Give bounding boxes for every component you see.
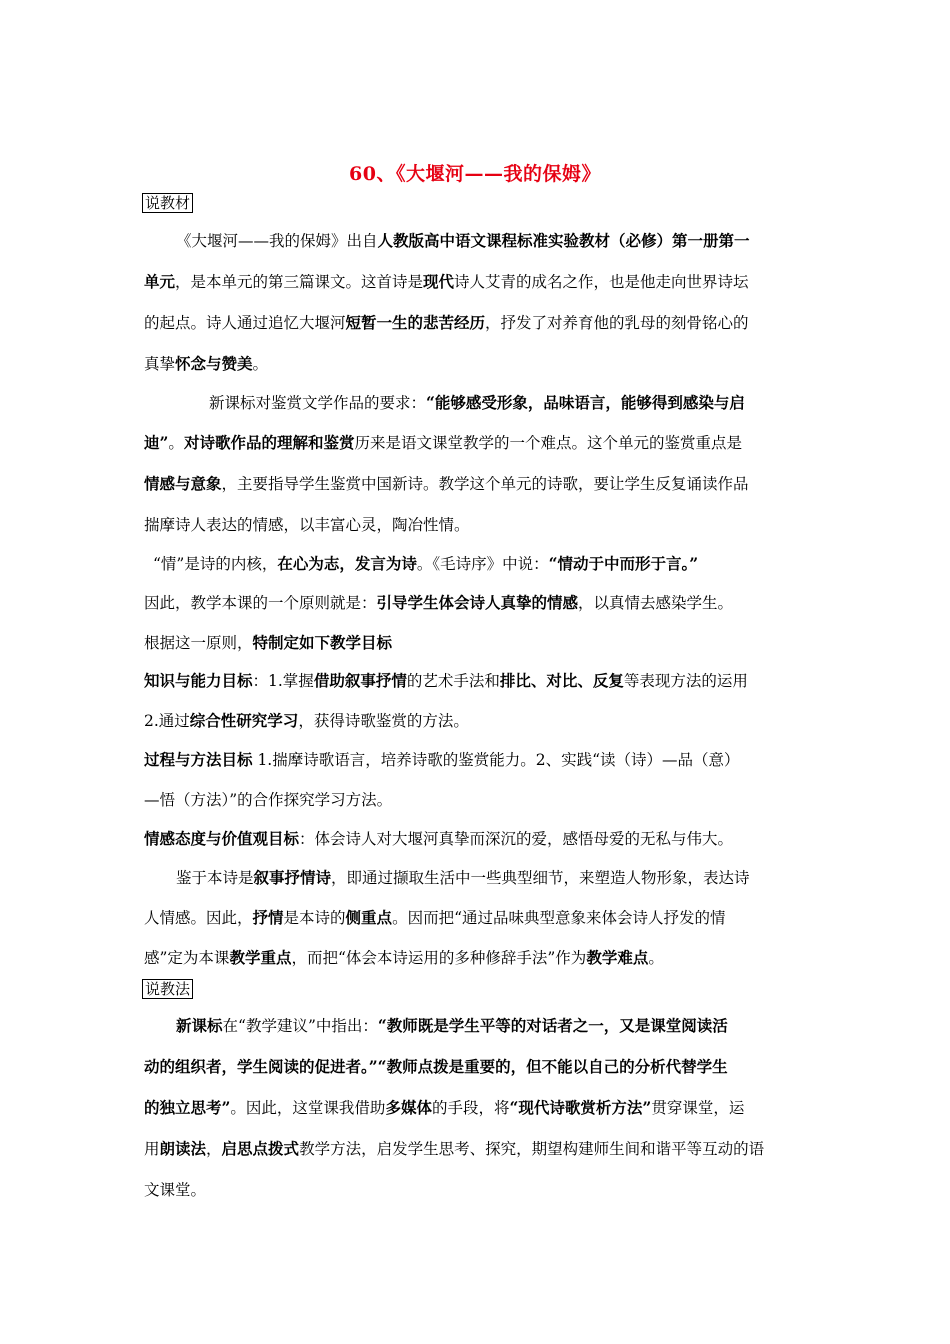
text-line: 新课标在“教学建议”中指出：“教师既是学生平等的对话者之一，又是课堂阅读活 — [176, 1016, 728, 1035]
document-title: 60、《大堰河——我的保姆》 — [349, 163, 601, 185]
text-line: 揣摩诗人表达的情感，以丰富心灵，陶冶性情。 — [144, 516, 470, 534]
text-line: 新课标对鉴赏文学作品的要求：“能够感受形象，品味语言，能够得到感染与启 — [209, 393, 745, 412]
text-line: 文课堂。 — [144, 1181, 207, 1199]
text-line: 过程与方法目标 1.揣摩诗歌语言，培养诗歌的鉴赏能力。2、实践“读（诗）—品（意） — [144, 750, 740, 769]
text-line: 真挚怀念与赞美。 — [144, 354, 269, 373]
text-line: 迪”。对诗歌作品的理解和鉴赏历来是语文课堂教学的一个难点。这个单元的鉴赏重点是 — [144, 433, 742, 452]
text-line: 《大堰河——我的保姆》出自人教版高中语文课程标准实验教材（必修）第一册第一 — [176, 231, 750, 250]
text-line: 鉴于本诗是叙事抒情诗，即通过撷取生活中一些典型细节，来塑造人物形象，表达诗 — [176, 868, 750, 887]
text-line: “情”是诗的内核，在心为志，发言为诗。《毛诗序》中说：“情动于中而形于言。” — [153, 554, 699, 573]
text-line: 情感与意象，主要指导学生鉴赏中国新诗。教学这个单元的诗歌，要让学生反复诵读作品 — [144, 474, 749, 493]
text-line: 知识与能力目标：1.掌握借助叙事抒情的艺术手法和排比、对比、反复等表现方法的运用 — [144, 671, 748, 690]
text-line: 单元，是本单元的第三篇课文。这首诗是现代诗人艾青的成名之作，也是他走向世界诗坛 — [144, 272, 749, 291]
text-line: 的独立思考”。因此，这堂课我借助多媒体的手段，将“现代诗歌赏析方法”贯穿课堂，运 — [144, 1098, 745, 1117]
text-line: 动的组织者，学生阅读的促进者。”“教师点拨是重要的，但不能以自己的分析代替学生 — [144, 1057, 728, 1076]
text-line: 根据这一原则，特制定如下教学目标 — [144, 633, 393, 652]
text-line: 情感态度与价值观目标：体会诗人对大堰河真挚而深沉的爱，感悟母爱的无私与伟大。 — [144, 829, 734, 848]
text-line: 因此，教学本课的一个原则就是：引导学生体会诗人真挚的情感，以真情去感染学生。 — [144, 593, 734, 612]
text-line: 用朗读法，启思点拨式教学方法，启发学生思考、探究，期望构建师生间和谐平等互动的语 — [144, 1139, 765, 1158]
section-label-method: 说教法 — [142, 979, 193, 999]
section-label-textbook: 说教材 — [142, 193, 193, 213]
text-line: 的起点。诗人通过追忆大堰河短暂一生的悲苦经历，抒发了对养育他的乳母的刻骨铭心的 — [144, 313, 749, 332]
text-line: 感”定为本课教学重点，而把“体会本诗运用的多种修辞手法”作为教学难点。 — [144, 948, 664, 967]
text-line: —悟（方法）”的合作探究学习方法。 — [144, 791, 393, 809]
text-line: 人情感。因此，抒情是本诗的侧重点。因而把“通过品味典型意象来体会诗人抒发的情 — [144, 908, 726, 927]
text-line: 2.通过综合性研究学习，获得诗歌鉴赏的方法。 — [144, 711, 469, 730]
